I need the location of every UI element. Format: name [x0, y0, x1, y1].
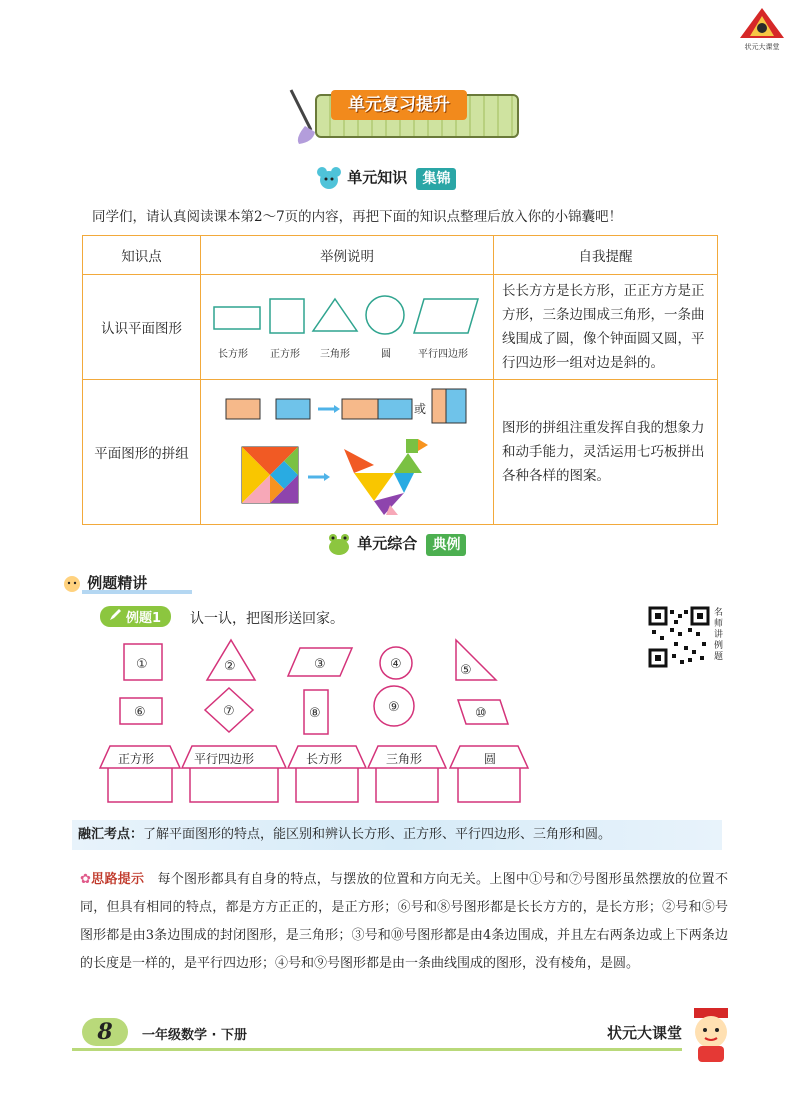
shape-number: ②	[224, 659, 236, 674]
example1-tag	[100, 606, 171, 627]
tangram-bird	[344, 439, 428, 515]
shape-label: 长方形	[218, 349, 248, 360]
book-title: 一年级数学 · 下册	[142, 1028, 247, 1043]
mascot-scholar-icon	[686, 1006, 736, 1066]
circle-shape	[366, 296, 404, 334]
composition-figure	[202, 381, 492, 519]
intro-text: 同学们，请认真阅读课本第2～7页的内容，再把下面的知识点整理后放入你的小锦囊吧！	[92, 209, 623, 225]
shape-number: ⑨	[388, 700, 400, 715]
banner-title: 单元复习提升	[331, 90, 467, 120]
mountain-logo-icon	[738, 6, 786, 40]
row1-point: 认识平面图形	[83, 275, 201, 380]
hint-text: 每个图形都具有自身的特点，与摆放的位置和方向无关。上图中①号和⑦号图形虽然摆放的位置不同，但具有相同的特点，都是方方正正的，是正方形；⑥号和⑧号图形都是长长方方的，是长方形；②号和⑤号图形都是由3条边围成的封闭图形，是三角形；③号和⑩号图形都是由4条边围成，并且左右两条边或上下两条边的长度是一样的，是平行四边形；④号和⑨号图形都是由一条曲线围成的图形，没有棱角，是圆。	[80, 872, 728, 971]
section-knowledge-title: 单元知识	[347, 168, 408, 187]
section-knowledge-tag: 集锦	[416, 168, 456, 190]
tangram-square	[242, 447, 298, 503]
or-label: 或	[414, 402, 427, 416]
shape-label: 正方形	[270, 349, 300, 360]
key-point-text: 了解平面图形的特点，能区别和辨认长方形、正方形、平行四边形、三角形和圆。	[143, 827, 612, 842]
shape-number: ③	[314, 657, 326, 672]
key-point-label: 融汇考点：	[78, 827, 144, 842]
header-point: 知识点	[83, 236, 201, 275]
shape-number: ⑤	[460, 663, 472, 678]
triangle-shape	[313, 299, 357, 331]
shape-number: ①	[136, 657, 148, 672]
knowledge-table	[82, 235, 718, 525]
section-example-tag: 典例	[426, 534, 466, 556]
section-example-header	[326, 532, 466, 558]
orange-rect	[226, 399, 260, 419]
hint-label: 思路提示	[91, 872, 145, 887]
row2-remind: 图形的拼组注重发挥自我的想象力和动手能力，灵活运用七巧板拼出各种各样的图案。	[494, 380, 718, 525]
example1-label: 例题1	[126, 611, 162, 626]
frog-mascot-icon	[326, 532, 352, 556]
table-row	[83, 380, 718, 525]
example1-question: 认一认，把图形送回家。	[190, 611, 344, 627]
house-label: 正方形	[118, 752, 155, 766]
house-label: 平行四边形	[194, 752, 255, 766]
page-footer	[72, 1020, 682, 1048]
pencil-kid-icon	[62, 574, 82, 594]
flower-icon: ✿	[80, 872, 92, 887]
example-lecture-title: 例题精讲	[87, 574, 148, 592]
key-point-box	[72, 820, 722, 850]
header-remind: 自我提醒	[494, 236, 718, 275]
parallelogram-shape	[414, 299, 478, 333]
rectangle-shape	[214, 307, 260, 329]
unit-review-banner	[285, 86, 535, 146]
footer-rule	[72, 1048, 682, 1051]
house-label: 三角形	[386, 752, 423, 766]
shape-number: ④	[390, 657, 402, 672]
solution-hint	[80, 866, 728, 978]
logo-brand-text: 状元大课堂	[744, 43, 780, 51]
row2-point: 平面图形的拼组	[83, 380, 201, 525]
page-number: 8	[82, 1018, 128, 1046]
example-lecture-heading	[62, 572, 147, 594]
shape-number: ⑥	[134, 705, 146, 720]
shape-label: 圆	[381, 349, 391, 360]
row2-figures	[201, 380, 494, 525]
row1-shapes	[201, 275, 494, 380]
pencil-icon	[108, 608, 122, 622]
blue-rect	[276, 399, 310, 419]
footer-brand: 状元大课堂	[606, 1024, 682, 1042]
house-label: 长方形	[306, 752, 343, 766]
table-header-row	[83, 236, 718, 275]
section-example-title: 单元综合	[357, 534, 418, 553]
row1-remind: 长长方方是长方形，正正方方是正方形，三条边围成三角形，一条曲线围成了圆，像个钟面圆又圆，平行四边形一组对边是斜的。	[494, 275, 718, 380]
shape-number: ⑧	[309, 706, 321, 721]
mouse-mascot-icon	[316, 166, 342, 190]
basic-shapes-figure	[202, 277, 492, 373]
shape-number: ⑦	[223, 704, 235, 719]
header-example: 举例说明	[201, 236, 494, 275]
sorting-exercise-figure	[0, 630, 800, 810]
house-label: 圆	[484, 752, 497, 766]
shape-label: 三角形	[320, 349, 350, 360]
square-shape	[270, 299, 304, 333]
shape-label: 平行四边形	[418, 349, 468, 360]
publisher-logo	[738, 6, 786, 50]
table-row	[83, 275, 718, 380]
shape-number: ⑩	[475, 706, 487, 721]
section-knowledge-header	[316, 166, 456, 192]
qr-caption: 名师讲例题	[714, 608, 724, 662]
